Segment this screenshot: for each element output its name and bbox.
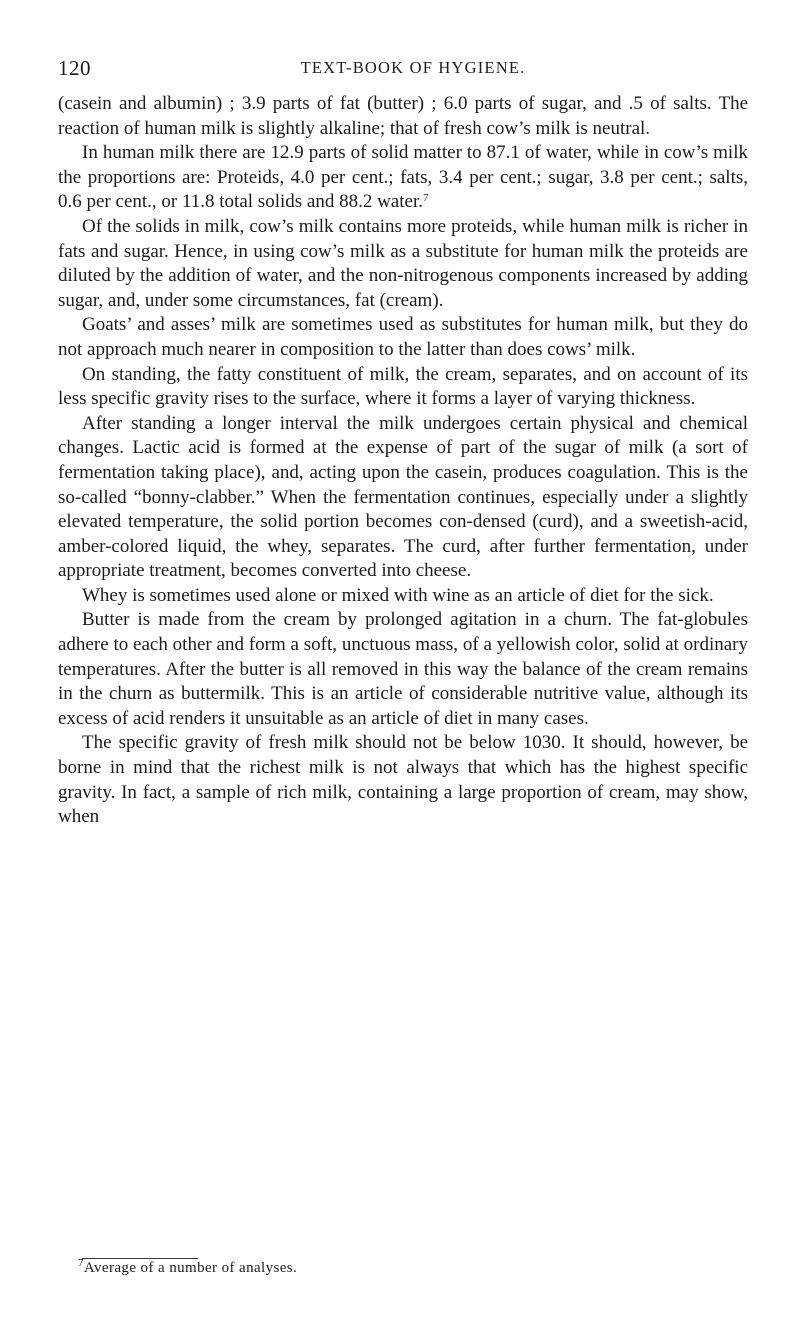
page-header bbox=[58, 56, 748, 82]
paragraph: Butter is made from the cream by prolonged agitation in a churn. The fat-globules adhere to each other and form a soft, unctuous mass, of a yellowish color, solid at ordinary temperatures. After the butter is all removed in this way the balance of the cream remains in the churn as buttermilk. This is an article of considerable nutritive value, although its excess of acid renders it unsuitable as an article of diet in many cases. bbox=[58, 609, 748, 729]
paragraph: (casein and albumin) ; 3.9 parts of fat (butter) ; 6.0 parts of sugar, and .5 of salts. The reaction of human milk is slightly alkaline; that of fresh cow’s milk is neutral. bbox=[58, 93, 748, 139]
paragraph: The specific gravity of fresh milk should not be below 1030. It should, however, be borne in mind that the richest milk is not always that which has the highest specific gravity. In fact, a sample of rich milk, containing a large proportion of cream, may show, when bbox=[58, 732, 748, 828]
paragraph-text: In human milk there are 12.9 parts of solid matter to 87.1 of water, while in cow’s milk the proportions are: Proteids, 4.0 per cent.; fats, 3.4 per cent.; sugar, 3.8 per cent.; salts, 0.6 per cent., or 11.8 total solids and 88.2 water. bbox=[58, 142, 748, 213]
paragraph: On standing, the fatty constituent of milk, the cream, separates, and on account of its less specific gravity rises to the surface, where it forms a layer of varying thickness. bbox=[58, 363, 748, 410]
footnote-rule bbox=[82, 1258, 198, 1259]
page-number: 120 bbox=[58, 56, 91, 80]
paragraph: Of the solids in milk, cow’s milk contains more proteids, while human milk is richer in fats and sugar. Hence, in using cow’s milk as a substitute for human milk the proteids are diluted by the addition of water, and the non-nitrogenous components increased by adding sugar, and, under some circumstances, fat (cream). bbox=[58, 215, 748, 311]
paragraph bbox=[58, 141, 748, 215]
running-head: TEXT-BOOK OF HYGIENE. bbox=[300, 58, 526, 77]
paragraph: Whey is sometimes used alone or mixed with wine as an article of diet for the sick. bbox=[82, 584, 714, 606]
paragraph: After standing a longer interval the milk undergoes certain physical and chemical changes. Lactic acid is formed at the expense of part of the sugar of milk (a sort of fermentation taking place), and, acting upon the casein, produces coagulation. This is the so-called “bonny-clabber.” When the fermentation continues, especially under a slightly elevated temperature, the solid portion becomes con-densed (curd), and a sweetish-acid, amber-colored liquid, the whey, separates. The curd, after further fermentation, under appropriate treatment, becomes converted into cheese. bbox=[58, 412, 748, 582]
paragraph: Goats’ and asses’ milk are sometimes used as substitutes for human milk, but they do not approach much nearer in composition to the latter than does cows’ milk. bbox=[58, 314, 748, 360]
footnote-text: Average of a number of analyses. bbox=[83, 1260, 298, 1276]
footnote-marker: 7 bbox=[78, 1257, 84, 1269]
footnote-reference: 7 bbox=[422, 192, 429, 205]
footnote bbox=[78, 1257, 298, 1277]
body-text bbox=[58, 92, 748, 830]
